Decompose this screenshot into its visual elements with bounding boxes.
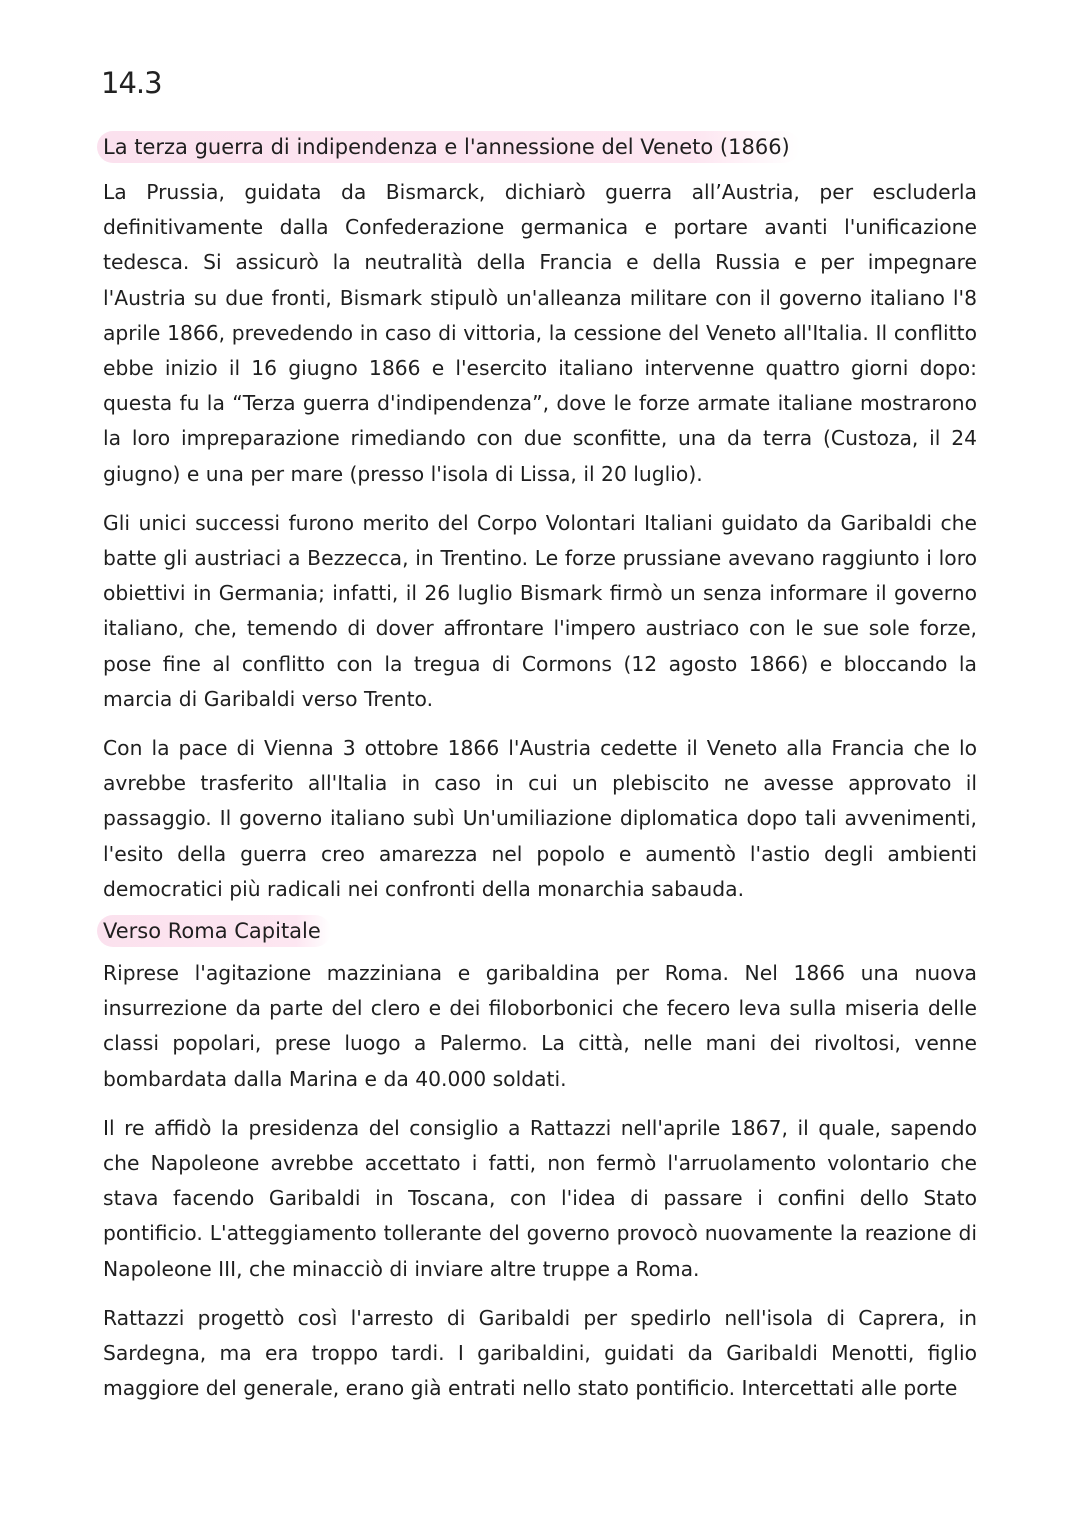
paragraph: Con la pace di Vienna 3 ottobre 1866 l'Austria cedette il Veneto alla Francia che lo avrebbe trasferito all'Italia in caso in cui un plebiscito ne avesse approvato il passaggio. Il governo italiano subì Un'umiliazione diplomatica dopo tali avvenimenti, l'esito della guerra creo amarezza nel popolo e aumentò l'astio degli ambienti democratici più radicali nei confronti della monarchia sabauda. <box>103 736 977 901</box>
page-number: 14.3 <box>101 66 162 100</box>
paragraph: Rattazzi progettò così l'arresto di Garibaldi per spedirlo nell'isola di Caprera, in Sardegna, ma era troppo tardi. I garibaldini, guidati da Garibaldi Menotti, figlio maggiore del generale, erano già entrati nello stato pontificio. Intercettati alle porte <box>103 1305 977 1401</box>
page-content <box>103 131 977 1407</box>
paragraph: Gli unici successi furono merito del Corpo Volontari Italiani guidato da Garibaldi che batte gli austriaci a Bezzecca, in Trentino. Le forze prussiane avevano raggiunto i loro obiettivi in Germania; infatti, il 26 luglio Bismark firmò un senza informare il governo italiano, che, temendo di dover affrontare l'impero austriaco con le sue sole forze, pose fine al conflitto con la tregua di Cormons (12 agosto 1866) e bloccando la marcia di Garibaldi verso Trento. <box>103 510 977 711</box>
paragraph: Il re affidò la presidenza del consiglio a Rattazzi nell'aprile 1867, il quale, sapendo che Napoleone avrebbe accettato i fatti, non fermò l'arruolamento volontario che stava facendo Garibaldi in Toscana, con l'idea di passare i confini dello Stato pontificio. L'atteggiamento tollerante del governo provocò nuovamente la reazione di Napoleone III, che minacciò di inviare altre truppe a Roma. <box>103 1115 977 1281</box>
section-heading-third-war: La terza guerra di indipendenza e l'annessione del Veneto (1866) <box>97 131 800 163</box>
paragraph: La Prussia, guidata da Bismarck, dichiarò guerra all’Austria, per escluderla definitivamente dalla Confederazione germanica e portare avanti l'unificazione tedesca. Si assicurò la neutralità della Francia e della Russia e per impegnare l'Austria su due fronti, Bismark stipulò un'alleanza militare con il governo italiano l'8 aprile 1866, prevedendo in caso di vittoria, la cessione del Veneto all'Italia. Il conflitto ebbe inizio il 16 giugno 1866 e l'esercito italiano intervenne quattro giorni dopo: questa fu la “Terza guerra d'indipendenza”, dove le forze armate italiane mostrarono la loro impreparazione rimediando con due sconfitte, una da terra (Custoza, il 24 giugno) e una per mare (presso l'isola di Lissa, il 20 luglio). <box>103 180 977 486</box>
section-heading-rome-capital: Verso Roma Capitale <box>97 915 331 947</box>
paragraph: Riprese l'agitazione mazziniana e garibaldina per Roma. Nel 1866 una nuova insurrezione da parte del clero e dei filoborbonici che fecero leva sulla miseria delle classi popolari, prese luogo a Palermo. La città, nelle mani dei rivoltosi, venne bombardata dalla Marina e da 40.000 soldati. <box>103 961 977 1091</box>
